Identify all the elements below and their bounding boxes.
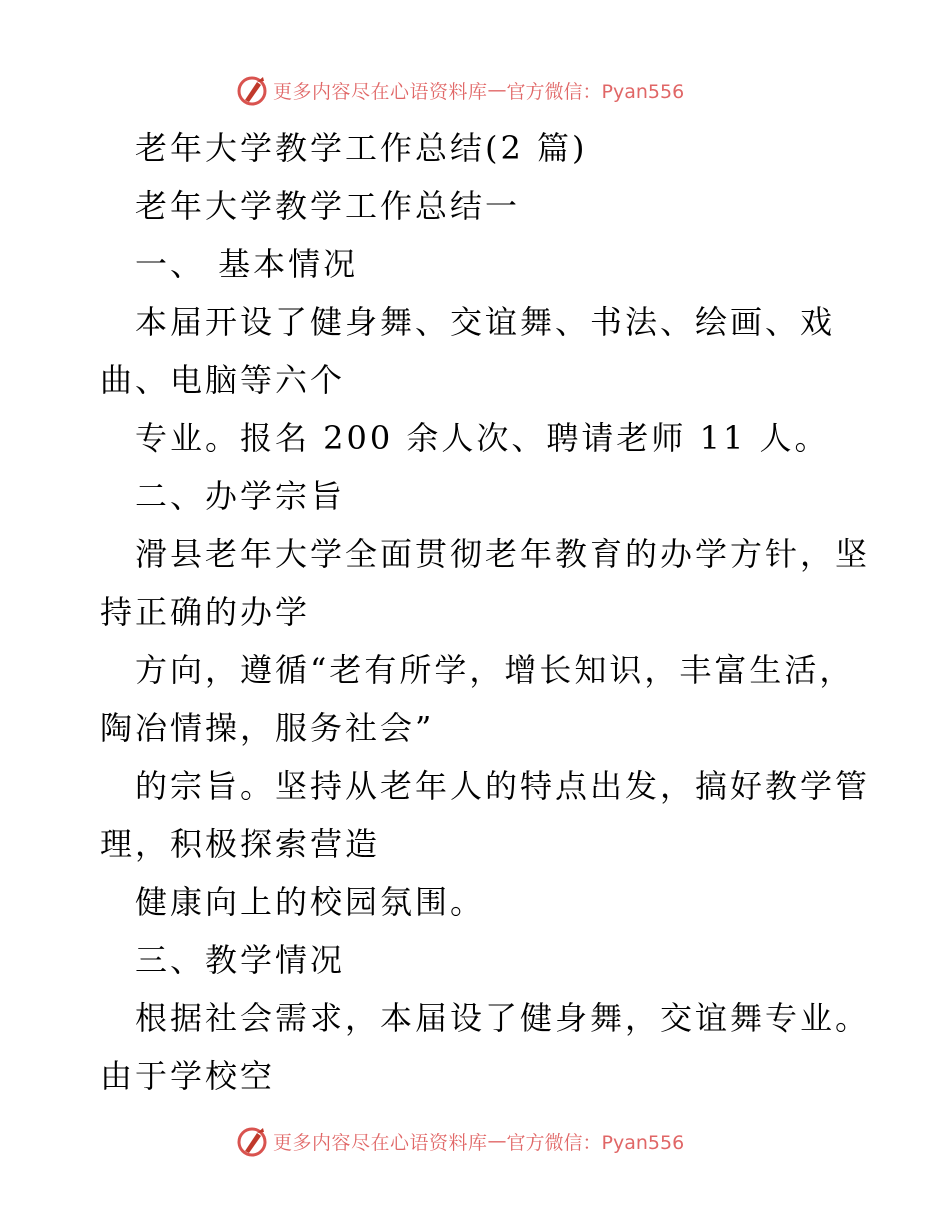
- paragraph-line: 曲、电脑等六个: [100, 361, 346, 399]
- heading-school-purpose: 二、办学宗旨: [135, 477, 346, 515]
- paragraph-line: 专业。报名 200 余人次、聘请老师 11 人。: [135, 419, 830, 457]
- quill-logo-icon: [235, 1124, 269, 1158]
- banner-text: 更多内容尽在心语资料库: [273, 1131, 488, 1154]
- banner-separator: —: [487, 1130, 507, 1152]
- banner-separator: —: [487, 79, 507, 101]
- paragraph-line: 根据社会需求，本届设了健身舞，交谊舞专业。: [135, 999, 871, 1037]
- banner-wechat: 官方微信：Pyan556: [506, 1131, 685, 1154]
- paragraph-line: 方向，遵循“老有所学，增长知识，丰富生活，: [135, 651, 855, 689]
- paragraph-line: 理，积极探索营造: [100, 825, 381, 863]
- paragraph-line: 健康向上的校园氛围。: [135, 883, 486, 921]
- heading-teaching-situation: 三、教学情况: [135, 941, 346, 979]
- quill-logo-icon: [235, 73, 269, 107]
- paragraph-line: 陶冶情操，服务社会”: [100, 709, 435, 747]
- banner-text: 更多内容尽在心语资料库: [273, 80, 488, 103]
- banner-wechat: 官方微信：Pyan556: [506, 80, 685, 103]
- paragraph-line: 持正确的办学: [100, 593, 311, 631]
- footer-watermark-banner: [235, 1124, 684, 1158]
- document-title: 老年大学教学工作总结(2 篇): [135, 129, 588, 167]
- paragraph-line: 的宗旨。坚持从老年人的特点出发，搞好教学管: [135, 767, 871, 805]
- paragraph-line: 本届开设了健身舞、交谊舞、书法、绘画、戏: [135, 303, 836, 341]
- paragraph-line: 由于学校空: [100, 1057, 276, 1095]
- heading-basic-situation: 一、 基本情况: [135, 245, 359, 283]
- header-watermark-banner: [235, 73, 684, 107]
- paragraph-line: 滑县老年大学全面贯彻老年教育的办学方针，坚: [135, 535, 871, 573]
- section-title: 老年大学教学工作总结一: [135, 187, 521, 225]
